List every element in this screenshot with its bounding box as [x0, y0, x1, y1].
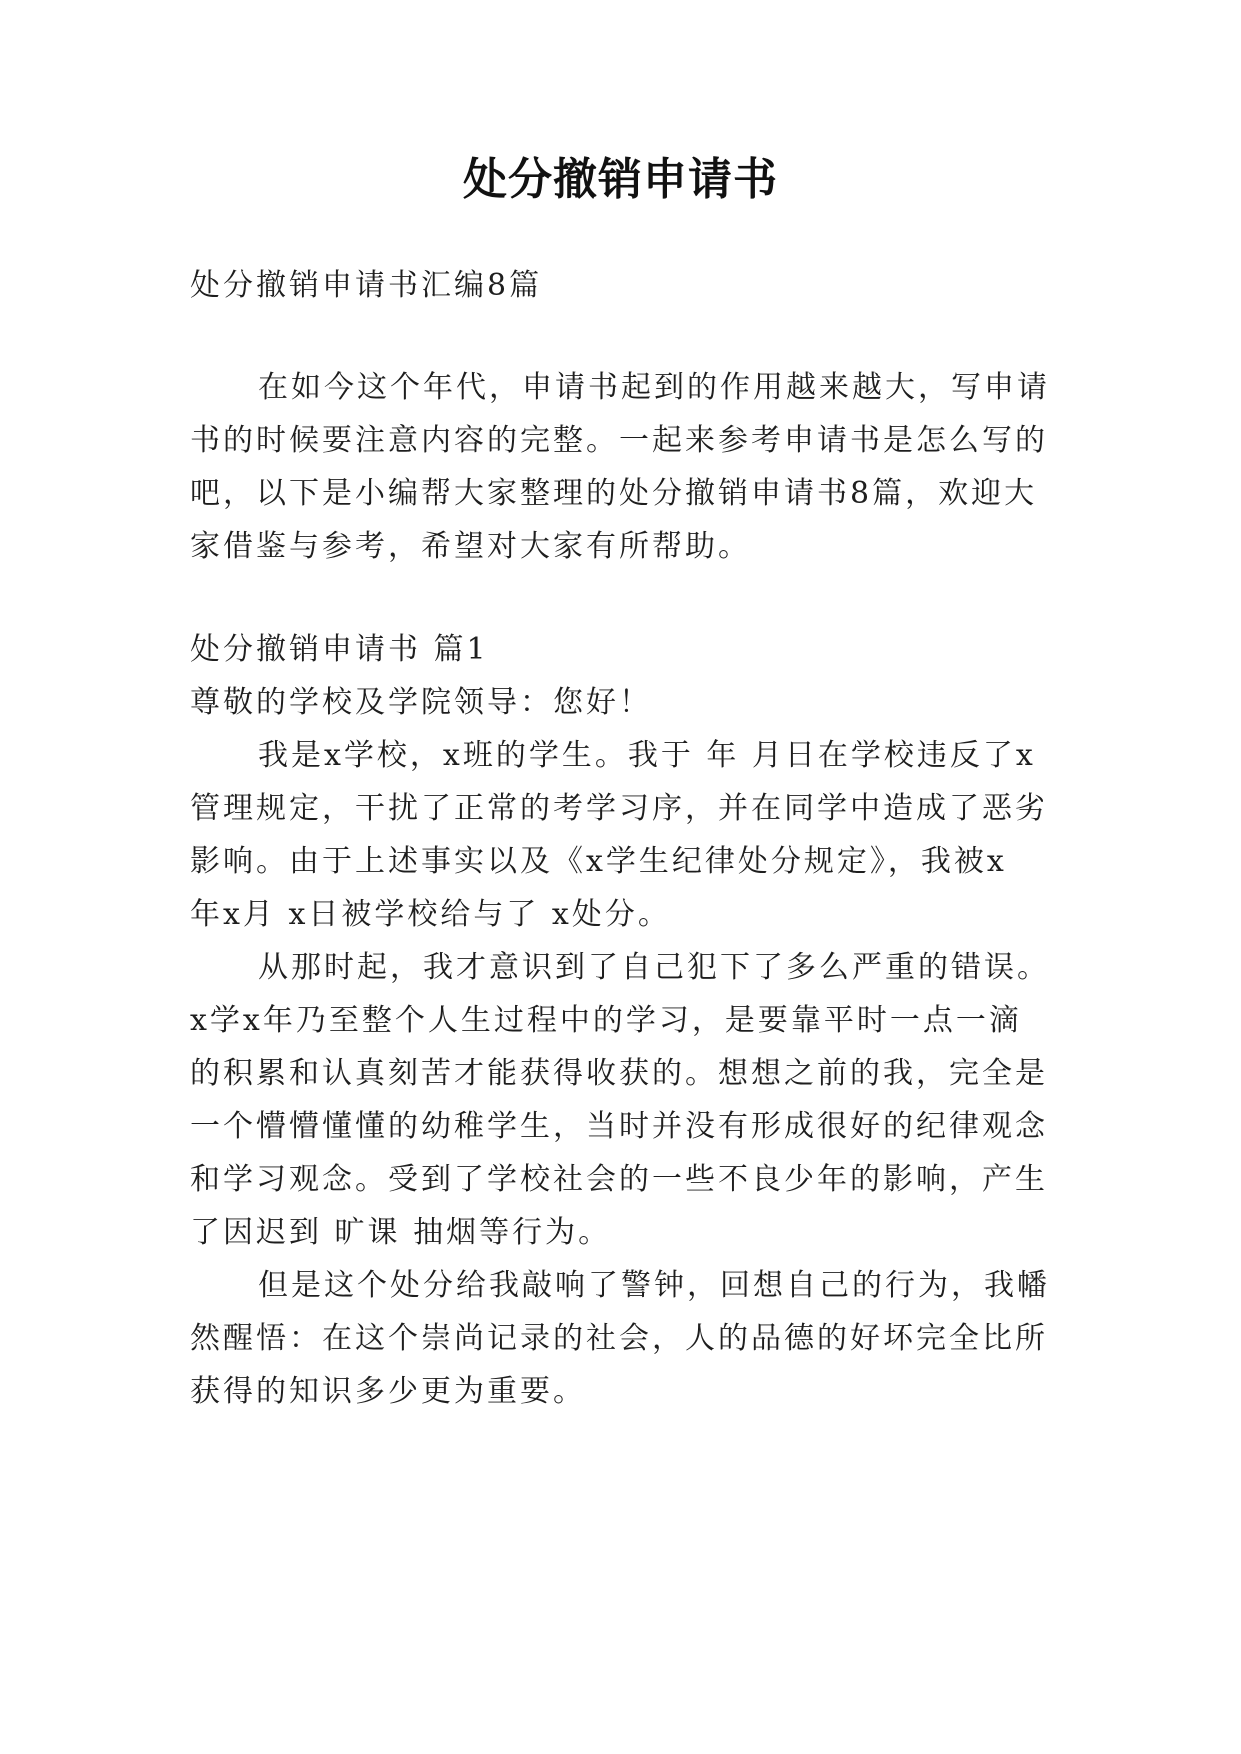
paragraph-line: 影响。由于上述事实以及《x学生纪律处分规定》，我被x [190, 844, 1007, 879]
document-subtitle: 处分撤销申请书汇编8篇 [190, 268, 543, 303]
paragraph-line: 我是x学校，x班的学生。我于 年 月日在学校违反了x [258, 738, 1036, 773]
paragraph-line: 管理规定，干扰了正常的考学习序，并在同学中造成了恶劣 [190, 791, 1048, 826]
paragraph-line: 从那时起，我才意识到了自己犯下了多么严重的错误。 [258, 950, 1050, 985]
intro-line: 书的时候要注意内容的完整。一起来参考申请书是怎么写的 [190, 423, 1048, 458]
paragraph-line: 一个懵懵懂懂的幼稚学生，当时并没有形成很好的纪律观念 [190, 1109, 1048, 1144]
paragraph-line: 的积累和认真刻苦才能获得收获的。想想之前的我，完全是 [190, 1056, 1048, 1091]
section-heading: 处分撤销申请书 篇1 [190, 632, 489, 667]
salutation: 尊敬的学校及学院领导：您好！ [190, 685, 652, 720]
paragraph-line: 和学习观念。受到了学校社会的一些不良少年的影响，产生 [190, 1162, 1048, 1197]
paragraph-line: x学x年乃至整个人生过程中的学习，是要靠平时一点一滴 [190, 1003, 1022, 1038]
paragraph-line: 然醒悟：在这个崇尚记录的社会，人的品德的好坏完全比所 [190, 1321, 1048, 1356]
document-title: 处分撤销申请书 [463, 154, 778, 205]
paragraph-line: 但是这个处分给我敲响了警钟，回想自己的行为，我幡 [258, 1268, 1050, 1303]
intro-line: 在如今这个年代，申请书起到的作用越来越大，写申请 [258, 370, 1050, 405]
paragraph-line: 了因迟到 旷课 抽烟等行为。 [190, 1215, 612, 1250]
intro-line: 家借鉴与参考，希望对大家有所帮助。 [190, 529, 751, 564]
intro-line: 吧，以下是小编帮大家整理的处分撤销申请书8篇，欢迎大 [190, 476, 1038, 511]
paragraph-line: 年x月 x日被学校给与了 x处分。 [190, 897, 671, 932]
paragraph-line: 获得的知识多少更为重要。 [190, 1374, 586, 1409]
